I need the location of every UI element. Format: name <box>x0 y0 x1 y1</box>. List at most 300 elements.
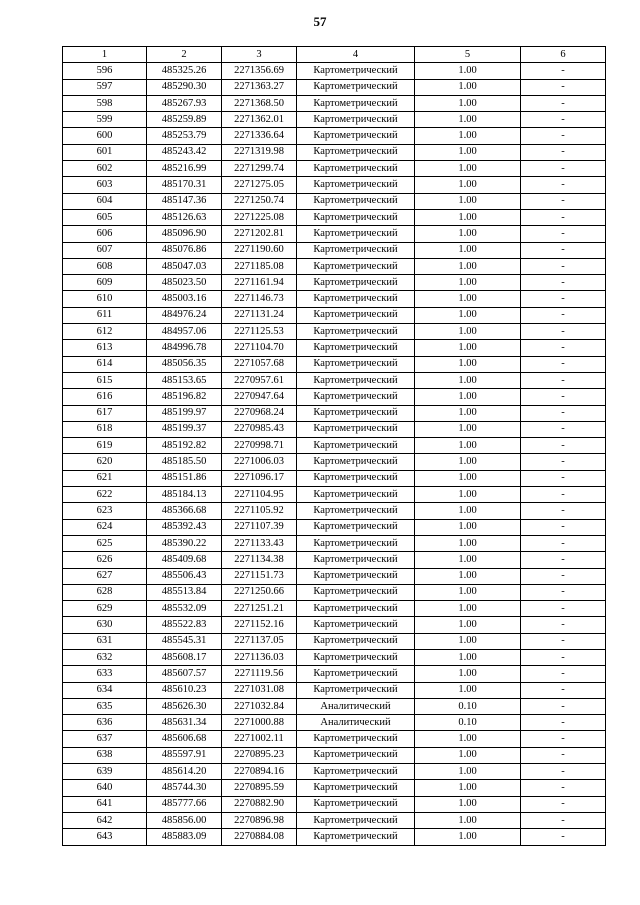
cell-point-number: 596 <box>63 63 147 79</box>
cell-method: Картометрический <box>297 796 415 812</box>
cell-method: Картометрический <box>297 258 415 274</box>
cell-point-number: 608 <box>63 258 147 274</box>
header-row <box>63 47 606 63</box>
cell-accuracy: 1.00 <box>415 601 521 617</box>
table-row <box>63 470 606 486</box>
cell-description: - <box>521 356 606 372</box>
cell-point-number: 606 <box>63 226 147 242</box>
cell-point-number: 625 <box>63 535 147 551</box>
cell-method: Картометрический <box>297 764 415 780</box>
cell-y: 2271105.92 <box>222 503 297 519</box>
cell-point-number: 643 <box>63 829 147 845</box>
cell-method: Картометрический <box>297 535 415 551</box>
cell-description: - <box>521 584 606 600</box>
table-row <box>63 503 606 519</box>
cell-method: Картометрический <box>297 470 415 486</box>
table-row <box>63 421 606 437</box>
table-row <box>63 715 606 731</box>
cell-point-number: 611 <box>63 307 147 323</box>
cell-description: - <box>521 812 606 828</box>
column-header-method: 4 <box>297 47 415 63</box>
cell-y: 2270895.59 <box>222 780 297 796</box>
cell-description: - <box>521 535 606 551</box>
cell-y: 2271319.98 <box>222 144 297 160</box>
cell-x: 485047.03 <box>147 258 222 274</box>
cell-point-number: 599 <box>63 112 147 128</box>
cell-point-number: 637 <box>63 731 147 747</box>
cell-point-number: 612 <box>63 324 147 340</box>
cell-description: - <box>521 95 606 111</box>
table-row <box>63 242 606 258</box>
cell-accuracy: 1.00 <box>415 291 521 307</box>
column-header-description: 6 <box>521 47 606 63</box>
cell-method: Картометрический <box>297 568 415 584</box>
cell-y: 2271362.01 <box>222 112 297 128</box>
table-row <box>63 389 606 405</box>
cell-method: Картометрический <box>297 161 415 177</box>
cell-x: 485199.37 <box>147 421 222 437</box>
cell-description: - <box>521 128 606 144</box>
cell-method: Картометрический <box>297 307 415 323</box>
cell-method: Картометрический <box>297 79 415 95</box>
cell-y: 2270894.16 <box>222 764 297 780</box>
table-row <box>63 112 606 128</box>
table-row <box>63 275 606 291</box>
cell-description: - <box>521 552 606 568</box>
cell-y: 2271032.84 <box>222 698 297 714</box>
cell-description: - <box>521 568 606 584</box>
table-row <box>63 796 606 812</box>
table-row <box>63 161 606 177</box>
table-row <box>63 519 606 535</box>
cell-y: 2271151.73 <box>222 568 297 584</box>
cell-method: Картометрический <box>297 291 415 307</box>
cell-accuracy: 1.00 <box>415 584 521 600</box>
cell-y: 2271356.69 <box>222 63 297 79</box>
cell-description: - <box>521 340 606 356</box>
cell-description: - <box>521 291 606 307</box>
cell-x: 485513.84 <box>147 584 222 600</box>
cell-y: 2271104.70 <box>222 340 297 356</box>
cell-y: 2270998.71 <box>222 438 297 454</box>
cell-description: - <box>521 324 606 340</box>
cell-accuracy: 1.00 <box>415 764 521 780</box>
cell-point-number: 622 <box>63 487 147 503</box>
cell-y: 2271125.53 <box>222 324 297 340</box>
cell-point-number: 633 <box>63 666 147 682</box>
cell-point-number: 598 <box>63 95 147 111</box>
cell-point-number: 631 <box>63 633 147 649</box>
cell-accuracy: 1.00 <box>415 258 521 274</box>
cell-method: Картометрический <box>297 405 415 421</box>
cell-point-number: 615 <box>63 372 147 388</box>
cell-x: 485744.30 <box>147 780 222 796</box>
cell-point-number: 601 <box>63 144 147 160</box>
cell-y: 2270884.08 <box>222 829 297 845</box>
cell-y: 2270882.90 <box>222 796 297 812</box>
cell-x: 485076.86 <box>147 242 222 258</box>
cell-point-number: 600 <box>63 128 147 144</box>
cell-x: 485199.97 <box>147 405 222 421</box>
cell-x: 485290.30 <box>147 79 222 95</box>
cell-x: 485185.50 <box>147 454 222 470</box>
cell-x: 484976.24 <box>147 307 222 323</box>
cell-point-number: 621 <box>63 470 147 486</box>
cell-accuracy: 1.00 <box>415 731 521 747</box>
cell-method: Картометрический <box>297 649 415 665</box>
cell-accuracy: 1.00 <box>415 747 521 763</box>
table-row <box>63 487 606 503</box>
cell-x: 485606.68 <box>147 731 222 747</box>
cell-description: - <box>521 79 606 95</box>
cell-point-number: 630 <box>63 617 147 633</box>
cell-accuracy: 1.00 <box>415 682 521 698</box>
cell-x: 485856.00 <box>147 812 222 828</box>
cell-description: - <box>521 617 606 633</box>
cell-method: Картометрический <box>297 63 415 79</box>
cell-point-number: 634 <box>63 682 147 698</box>
cell-description: - <box>521 470 606 486</box>
cell-x: 485184.13 <box>147 487 222 503</box>
cell-description: - <box>521 829 606 845</box>
table-row <box>63 177 606 193</box>
cell-method: Картометрический <box>297 372 415 388</box>
cell-point-number: 638 <box>63 747 147 763</box>
cell-description: - <box>521 193 606 209</box>
cell-method: Картометрический <box>297 112 415 128</box>
cell-description: - <box>521 698 606 714</box>
cell-x: 485170.31 <box>147 177 222 193</box>
cell-point-number: 617 <box>63 405 147 421</box>
table-row <box>63 698 606 714</box>
cell-accuracy: 1.00 <box>415 617 521 633</box>
cell-description: - <box>521 307 606 323</box>
cell-description: - <box>521 764 606 780</box>
cell-point-number: 609 <box>63 275 147 291</box>
cell-description: - <box>521 715 606 731</box>
cell-x: 485253.79 <box>147 128 222 144</box>
cell-description: - <box>521 731 606 747</box>
cell-x: 485409.68 <box>147 552 222 568</box>
cell-point-number: 619 <box>63 438 147 454</box>
cell-x: 485096.90 <box>147 226 222 242</box>
cell-accuracy: 1.00 <box>415 161 521 177</box>
cell-method: Картометрический <box>297 617 415 633</box>
table-row <box>63 63 606 79</box>
cell-y: 2271250.74 <box>222 193 297 209</box>
cell-description: - <box>521 796 606 812</box>
table-row <box>63 438 606 454</box>
cell-method: Картометрический <box>297 177 415 193</box>
cell-accuracy: 1.00 <box>415 438 521 454</box>
cell-x: 484996.78 <box>147 340 222 356</box>
table-row <box>63 405 606 421</box>
cell-y: 2271161.94 <box>222 275 297 291</box>
cell-x: 485610.23 <box>147 682 222 698</box>
cell-x: 485153.65 <box>147 372 222 388</box>
table-row <box>63 340 606 356</box>
cell-x: 485023.50 <box>147 275 222 291</box>
cell-method: Картометрический <box>297 633 415 649</box>
cell-description: - <box>521 372 606 388</box>
cell-accuracy: 1.00 <box>415 144 521 160</box>
cell-y: 2271057.68 <box>222 356 297 372</box>
cell-description: - <box>521 209 606 225</box>
cell-description: - <box>521 438 606 454</box>
cell-method: Картометрический <box>297 209 415 225</box>
cell-y: 2271152.16 <box>222 617 297 633</box>
table-row <box>63 144 606 160</box>
cell-x: 485631.34 <box>147 715 222 731</box>
table-row <box>63 764 606 780</box>
cell-accuracy: 1.00 <box>415 79 521 95</box>
cell-point-number: 635 <box>63 698 147 714</box>
cell-accuracy: 1.00 <box>415 209 521 225</box>
cell-y: 2271107.39 <box>222 519 297 535</box>
cell-y: 2271136.03 <box>222 649 297 665</box>
cell-point-number: 636 <box>63 715 147 731</box>
cell-y: 2271006.03 <box>222 454 297 470</box>
cell-x: 485151.86 <box>147 470 222 486</box>
cell-x: 485392.43 <box>147 519 222 535</box>
cell-x: 485614.20 <box>147 764 222 780</box>
cell-accuracy: 1.00 <box>415 307 521 323</box>
table-row <box>63 372 606 388</box>
cell-x: 485532.09 <box>147 601 222 617</box>
cell-accuracy: 1.00 <box>415 796 521 812</box>
cell-accuracy: 1.00 <box>415 389 521 405</box>
cell-y: 2270957.61 <box>222 372 297 388</box>
coordinates-table <box>62 46 606 846</box>
cell-method: Картометрический <box>297 128 415 144</box>
table-row <box>63 209 606 225</box>
cell-description: - <box>521 63 606 79</box>
table-row <box>63 682 606 698</box>
table-row <box>63 584 606 600</box>
cell-x: 485626.30 <box>147 698 222 714</box>
cell-x: 485522.83 <box>147 617 222 633</box>
cell-method: Картометрический <box>297 487 415 503</box>
cell-method: Картометрический <box>297 193 415 209</box>
cell-point-number: 616 <box>63 389 147 405</box>
cell-x: 485243.42 <box>147 144 222 160</box>
cell-description: - <box>521 780 606 796</box>
cell-method: Картометрический <box>297 519 415 535</box>
cell-point-number: 620 <box>63 454 147 470</box>
cell-point-number: 641 <box>63 796 147 812</box>
cell-accuracy: 1.00 <box>415 568 521 584</box>
table-row <box>63 601 606 617</box>
cell-x: 485003.16 <box>147 291 222 307</box>
cell-description: - <box>521 242 606 258</box>
cell-accuracy: 1.00 <box>415 666 521 682</box>
table-row <box>63 324 606 340</box>
cell-x: 485267.93 <box>147 95 222 111</box>
cell-method: Картометрический <box>297 601 415 617</box>
cell-accuracy: 1.00 <box>415 454 521 470</box>
cell-point-number: 627 <box>63 568 147 584</box>
cell-accuracy: 1.00 <box>415 829 521 845</box>
column-header-point-number: 1 <box>63 47 147 63</box>
cell-method: Картометрический <box>297 454 415 470</box>
table-header <box>63 47 606 63</box>
cell-y: 2271190.60 <box>222 242 297 258</box>
cell-x: 485607.57 <box>147 666 222 682</box>
cell-point-number: 604 <box>63 193 147 209</box>
cell-point-number: 603 <box>63 177 147 193</box>
cell-method: Картометрический <box>297 731 415 747</box>
table-row <box>63 356 606 372</box>
cell-point-number: 623 <box>63 503 147 519</box>
table-row <box>63 128 606 144</box>
cell-y: 2271134.38 <box>222 552 297 568</box>
cell-x: 485259.89 <box>147 112 222 128</box>
table-row <box>63 79 606 95</box>
cell-point-number: 610 <box>63 291 147 307</box>
cell-y: 2271250.66 <box>222 584 297 600</box>
cell-x: 485366.68 <box>147 503 222 519</box>
table-row <box>63 95 606 111</box>
cell-x: 485325.26 <box>147 63 222 79</box>
cell-point-number: 602 <box>63 161 147 177</box>
table-row <box>63 731 606 747</box>
table-row <box>63 535 606 551</box>
cell-description: - <box>521 454 606 470</box>
cell-point-number: 632 <box>63 649 147 665</box>
table-row <box>63 307 606 323</box>
cell-point-number: 605 <box>63 209 147 225</box>
cell-accuracy: 0.10 <box>415 698 521 714</box>
table-row <box>63 649 606 665</box>
cell-description: - <box>521 405 606 421</box>
cell-description: - <box>521 421 606 437</box>
cell-description: - <box>521 144 606 160</box>
table-row <box>63 747 606 763</box>
cell-accuracy: 1.00 <box>415 226 521 242</box>
cell-method: Картометрический <box>297 242 415 258</box>
cell-accuracy: 1.00 <box>415 535 521 551</box>
cell-x: 485196.82 <box>147 389 222 405</box>
cell-method: Картометрический <box>297 780 415 796</box>
cell-point-number: 628 <box>63 584 147 600</box>
column-header-x: 2 <box>147 47 222 63</box>
cell-y: 2270896.98 <box>222 812 297 828</box>
cell-y: 2271002.11 <box>222 731 297 747</box>
cell-method: Картометрический <box>297 421 415 437</box>
cell-x: 485608.17 <box>147 649 222 665</box>
cell-accuracy: 1.00 <box>415 780 521 796</box>
cell-y: 2271251.21 <box>222 601 297 617</box>
cell-y: 2271137.05 <box>222 633 297 649</box>
cell-point-number: 626 <box>63 552 147 568</box>
cell-description: - <box>521 161 606 177</box>
cell-y: 2270947.64 <box>222 389 297 405</box>
cell-accuracy: 1.00 <box>415 242 521 258</box>
cell-accuracy: 1.00 <box>415 128 521 144</box>
cell-point-number: 640 <box>63 780 147 796</box>
cell-method: Картометрический <box>297 812 415 828</box>
cell-method: Картометрический <box>297 503 415 519</box>
cell-y: 2270985.43 <box>222 421 297 437</box>
cell-description: - <box>521 503 606 519</box>
cell-method: Картометрический <box>297 829 415 845</box>
cell-point-number: 642 <box>63 812 147 828</box>
cell-method: Картометрический <box>297 584 415 600</box>
cell-description: - <box>521 275 606 291</box>
cell-method: Картометрический <box>297 356 415 372</box>
table-row <box>63 812 606 828</box>
cell-accuracy: 1.00 <box>415 63 521 79</box>
cell-description: - <box>521 649 606 665</box>
table-body <box>63 63 606 845</box>
table-row <box>63 666 606 682</box>
cell-x: 485147.36 <box>147 193 222 209</box>
cell-description: - <box>521 112 606 128</box>
cell-description: - <box>521 633 606 649</box>
cell-x: 485545.31 <box>147 633 222 649</box>
cell-method: Картометрический <box>297 275 415 291</box>
cell-accuracy: 1.00 <box>415 519 521 535</box>
cell-accuracy: 1.00 <box>415 193 521 209</box>
cell-y: 2271202.81 <box>222 226 297 242</box>
cell-y: 2271000.88 <box>222 715 297 731</box>
table-row <box>63 291 606 307</box>
cell-x: 484957.06 <box>147 324 222 340</box>
cell-description: - <box>521 487 606 503</box>
cell-method: Картометрический <box>297 324 415 340</box>
cell-y: 2271031.08 <box>222 682 297 698</box>
cell-description: - <box>521 177 606 193</box>
cell-method: Аналитический <box>297 715 415 731</box>
cell-point-number: 614 <box>63 356 147 372</box>
cell-x: 485216.99 <box>147 161 222 177</box>
cell-method: Аналитический <box>297 698 415 714</box>
cell-x: 485390.22 <box>147 535 222 551</box>
cell-accuracy: 1.00 <box>415 421 521 437</box>
cell-accuracy: 1.00 <box>415 812 521 828</box>
cell-y: 2271363.27 <box>222 79 297 95</box>
cell-method: Картометрический <box>297 552 415 568</box>
cell-y: 2271336.64 <box>222 128 297 144</box>
table-row <box>63 617 606 633</box>
cell-y: 2271185.08 <box>222 258 297 274</box>
cell-point-number: 624 <box>63 519 147 535</box>
table-row <box>63 258 606 274</box>
cell-accuracy: 1.00 <box>415 503 521 519</box>
cell-description: - <box>521 519 606 535</box>
cell-y: 2271119.56 <box>222 666 297 682</box>
cell-accuracy: 1.00 <box>415 95 521 111</box>
cell-x: 485506.43 <box>147 568 222 584</box>
column-header-accuracy: 5 <box>415 47 521 63</box>
cell-method: Картометрический <box>297 340 415 356</box>
cell-method: Картометрический <box>297 144 415 160</box>
cell-description: - <box>521 226 606 242</box>
cell-accuracy: 1.00 <box>415 552 521 568</box>
cell-y: 2271225.08 <box>222 209 297 225</box>
cell-y: 2270895.23 <box>222 747 297 763</box>
cell-method: Картометрический <box>297 747 415 763</box>
cell-y: 2271104.95 <box>222 487 297 503</box>
cell-description: - <box>521 601 606 617</box>
cell-method: Картометрический <box>297 682 415 698</box>
cell-x: 485597.91 <box>147 747 222 763</box>
cell-accuracy: 1.00 <box>415 633 521 649</box>
table-row <box>63 829 606 845</box>
cell-x: 485883.09 <box>147 829 222 845</box>
cell-method: Картометрический <box>297 666 415 682</box>
cell-x: 485192.82 <box>147 438 222 454</box>
